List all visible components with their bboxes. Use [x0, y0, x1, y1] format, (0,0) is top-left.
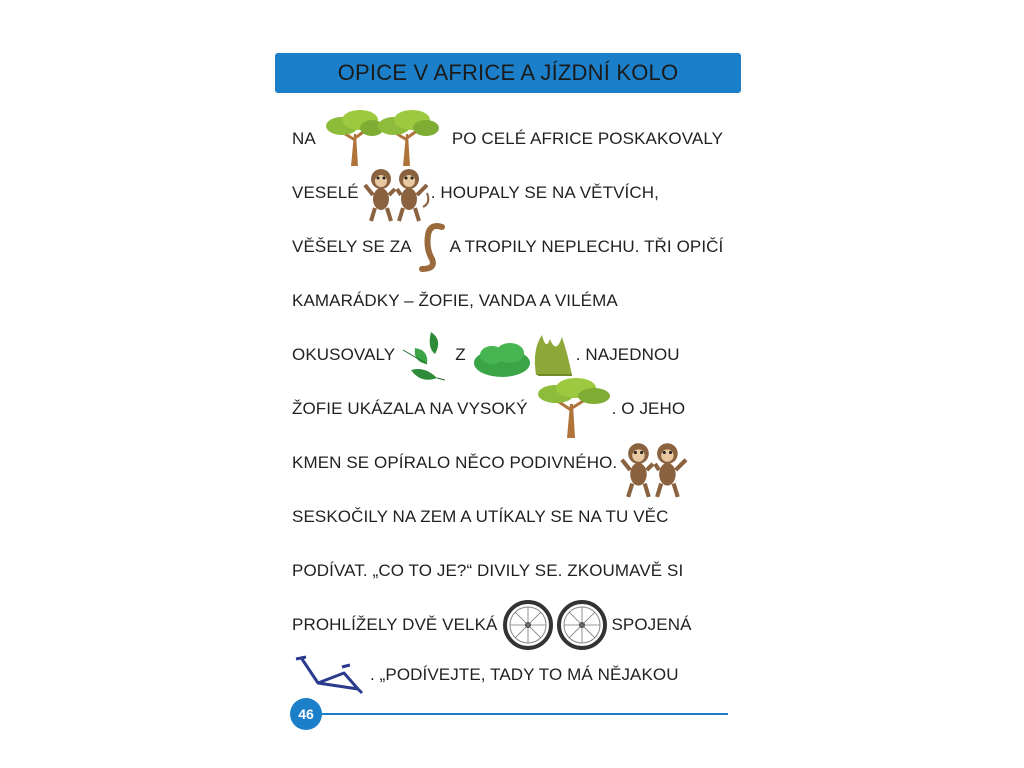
wheels-icon — [503, 599, 607, 651]
text-line-2 — [292, 166, 752, 220]
tree-icon — [534, 376, 612, 438]
bike-frame-icon — [292, 653, 366, 697]
text-line-3 — [292, 220, 752, 274]
text-segment: OKUSOVALY — [292, 345, 396, 364]
text-segment: . „PODÍVEJTE, TADY TO MÁ NĚJAKOU — [370, 665, 679, 684]
text-segment: NA — [292, 129, 316, 148]
text-line-7 — [292, 436, 752, 490]
title-banner — [275, 53, 741, 93]
text-segment: VESELÉ — [292, 183, 359, 202]
bushes-icon — [472, 329, 576, 381]
text-segment: ŽOFIE UKÁZALA NA VYSOKÝ — [292, 399, 528, 418]
text-line-5 — [292, 328, 752, 382]
text-line-11 — [292, 648, 752, 702]
text-segment: SESKOČILY NA ZEM A UTÍKALY SE NA TU VĚC — [292, 507, 669, 526]
text-line-6 — [292, 382, 752, 436]
text-line-1 — [292, 112, 752, 166]
page-title: OPICE V AFRICE A JÍZDNÍ KOLO — [337, 60, 679, 85]
text-segment: Z — [455, 345, 466, 364]
text-line-9 — [292, 544, 752, 598]
text-segment: PROHLÍŽELY DVĚ VELKÁ — [292, 615, 498, 634]
trees-icon — [320, 104, 448, 168]
text-segment: KAMARÁDKY – ŽOFIE, VANDA A VILÉMA — [292, 291, 618, 310]
text-segment: . NAJEDNOU — [575, 345, 680, 364]
leaves-icon — [401, 330, 449, 384]
monkeys-icon — [363, 163, 431, 223]
text-segment: PO CELÉ AFRICE POSKAKOVALY — [451, 129, 724, 148]
page-number-badge — [290, 698, 322, 730]
text-line-8 — [292, 490, 752, 544]
text-line-4 — [292, 274, 752, 328]
text-segment: SPOJENÁ — [611, 615, 692, 634]
text-segment: PODÍVAT. „CO TO JE?“ DIVILY SE. ZKOUMAVĚ SI — [292, 561, 684, 580]
text-line-10 — [292, 598, 752, 652]
tail-icon — [416, 221, 448, 273]
page-number: 46 — [298, 706, 314, 722]
footer-rule — [320, 713, 728, 715]
text-segment: . O JEHO — [611, 399, 686, 418]
text-segment: KMEN SE OPÍRALO NĚCO PODIVNÉHO. — [292, 453, 618, 472]
text-segment: . HOUPALY SE NA VĚTVÍCH, — [430, 183, 659, 202]
text-segment: A TROPILY NEPLECHU. TŘI OPIČÍ — [449, 237, 724, 256]
text-segment: VĚŠELY SE ZA — [292, 237, 412, 256]
